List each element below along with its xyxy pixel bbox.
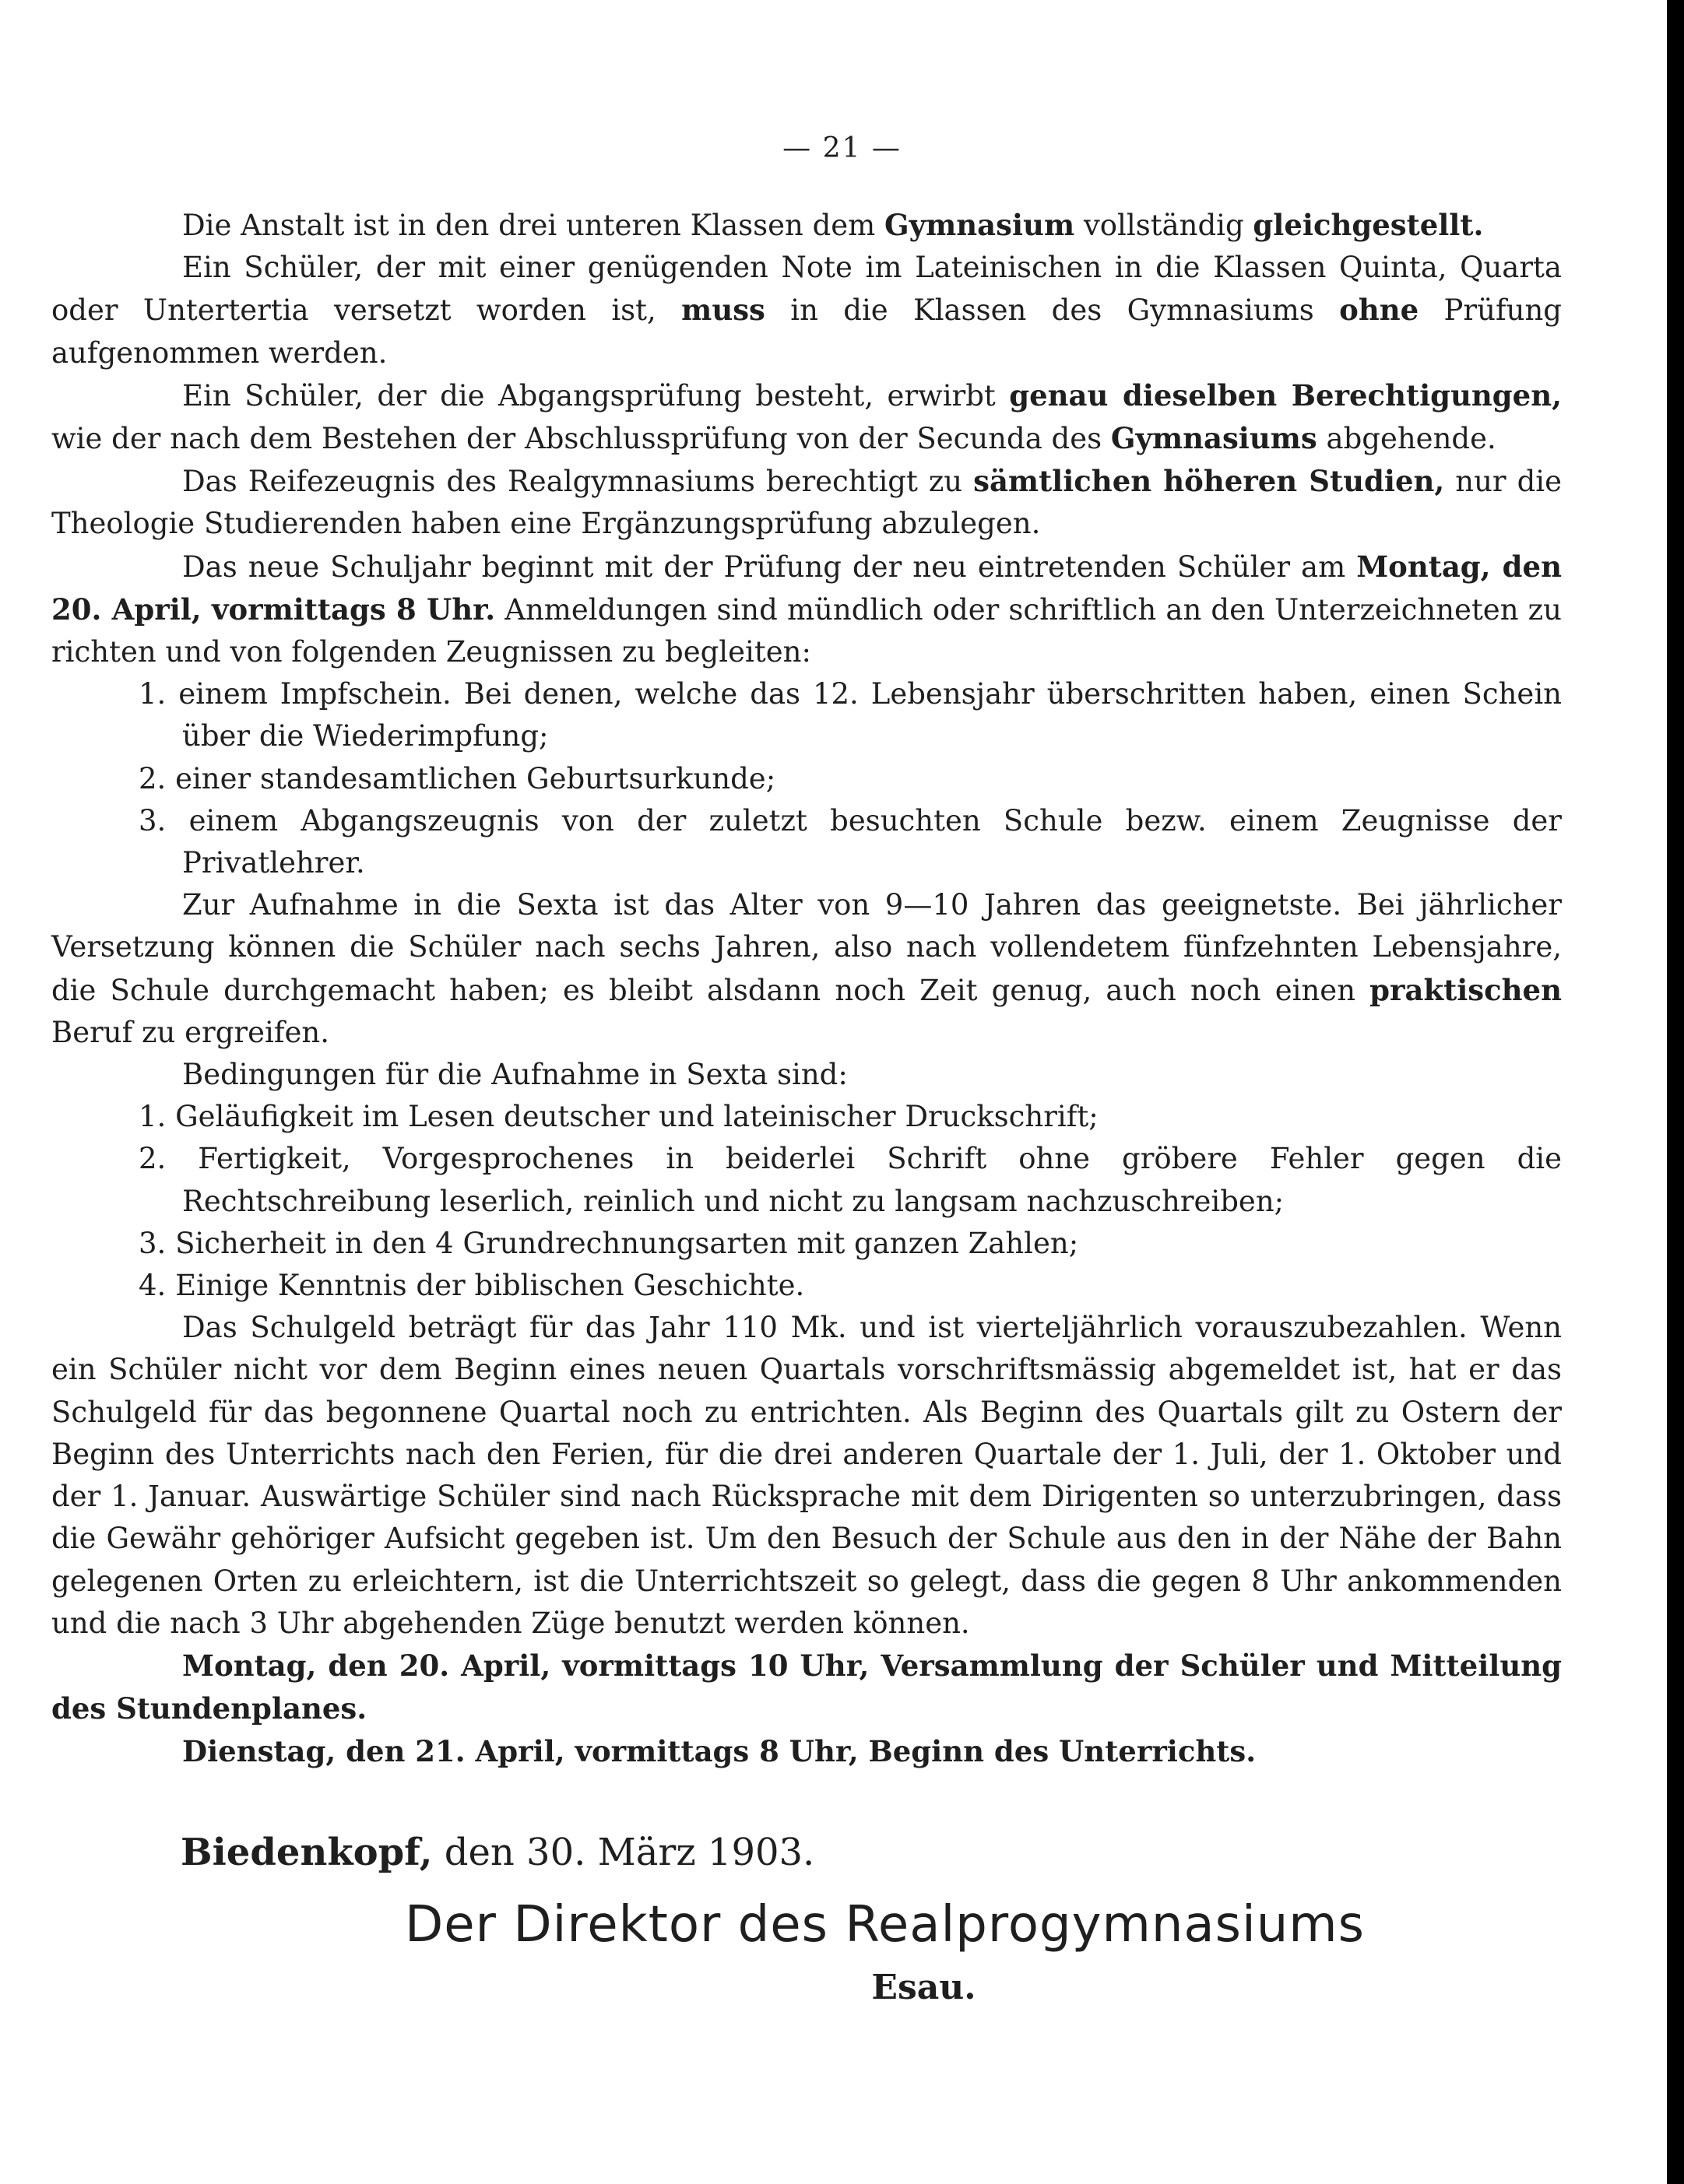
paragraph: Ein Schüler, der mit einer genügenden Note im Lateinischen in die Klassen Quinta, Quarta oder Untertertia versetzt worden ist, muss in die Klassen des Gymnasiums ohne Prüfung aufgenommen werden. xyxy=(51,251,1562,370)
list-item: 4. Einige Kenntnis der biblischen Geschichte. xyxy=(139,1269,805,1303)
paragraph: Dienstag, den 21. April, vormittags 8 Uhr, Beginn des Unterrichts. xyxy=(182,1734,1257,1769)
list-item: 3. einem Abgangszeugnis von der zuletzt besuchten Schule bezw. einem Zeugnisse der Privatlehrer. xyxy=(139,803,1562,880)
list-item: 1. Geläufigkeit im Lesen deutscher und lateinischer Druckschrift; xyxy=(139,1100,1099,1134)
list-item: 3. Sicherheit in den 4 Grundrechnungsarten mit ganzen Zahlen; xyxy=(139,1226,1079,1260)
list-item: 2. einer standesamtlichen Geburtsurkunde; xyxy=(139,761,776,795)
signature: Esau. xyxy=(871,1968,976,2007)
place-date-line xyxy=(181,1831,814,1874)
date: den 30. März 1903. xyxy=(432,1831,815,1874)
paragraph: Ein Schüler, der die Abgangsprüfung besteht, erwirbt genau dieselben Berechtigungen, wie der nach dem Bestehen der Abschlussprüfung von der Secunda des Gymnasiums abgehende. xyxy=(51,377,1562,456)
body-text xyxy=(51,204,1562,1774)
paragraph: Das Reifezeugnis des Realgymnasiums berechtigt zu sämtlichen höheren Studien, nur die Theologie Studierenden haben eine Ergänzungsprüfung abzulegen. xyxy=(51,464,1562,541)
paragraph: Die Anstalt ist in den drei unteren Klassen dem Gymnasium vollständig gleichgestellt. xyxy=(182,208,1484,242)
director-title: Der Direktor des Realprogymnasiums xyxy=(405,1896,1365,1954)
list-item: 2. Fertigkeit, Vorgesprochenes in beiderlei Schrift ohne gröbere Fehler gegen die Rechtschreibung leserlich, reinlich und nicht zu langsam nachzuschreiben; xyxy=(139,1142,1562,1218)
place-name: Biedenkopf, xyxy=(181,1831,433,1874)
page-number: — 21 — xyxy=(782,132,902,164)
paragraph: Montag, den 20. April, vormittags 10 Uhr, Versammlung der Schüler und Mitteilung des Stundenplanes. xyxy=(51,1648,1562,1726)
paragraph: Das neue Schuljahr beginnt mit der Prüfung der neu eintretenden Schüler am Montag, den 20. April, vormittags 8 Uhr. Anmeldungen sind mündlich oder schriftlich an den Unterzeichneten zu richten und von folgenden Zeugnissen zu begleiten: xyxy=(51,549,1562,669)
paragraph: Zur Aufnahme in die Sexta ist das Alter von 9—10 Jahren das geeignetste. Bei jährlicher Versetzung können die Schüler nach sechs Jahren, also nach vollendetem fünfzehnten Lebensjahre, die Schule durchgemacht haben; es bleibt alsdann noch Zeit genug, auch noch einen praktischen Beruf zu ergreifen. xyxy=(51,888,1562,1049)
paragraph: Bedingungen für die Aufnahme in Sexta sind: xyxy=(182,1058,848,1092)
paragraph: Das Schulgeld beträgt für das Jahr 110 Mk. und ist vierteljährlich vorauszubezahlen. Wenn ein Schüler nicht vor dem Beginn eines neuen Quartals vorschriftsmässig abgemeldet ist, hat er das Schulgeld für das begonnene Quartal noch zu entrichten. Als Beginn des Quartals gilt zu Ostern der Beginn des Unterrichts nach den Ferien, für die drei anderen Quartale der 1. Juli, der 1. Oktober und der 1. Januar. Auswärtige Schüler sind nach Rücksprache mit dem Dirigenten so unterzubringen, dass die Gewähr gehöriger Aufsicht gegeben ist. Um den Besuch der Schule aus den in der Nähe der Bahn gelegenen Orten zu erleichtern, ist die Unterrichtszeit so gelegt, dass die gegen 8 Uhr ankommenden und die nach 3 Uhr abgehenden Züge benutzt werden können. xyxy=(51,1311,1562,1640)
scan-border xyxy=(1667,0,1684,2184)
list-item: 1. einem Impfschein. Bei denen, welche das 12. Lebensjahr überschritten haben, einen Schein über die Wiederimpfung; xyxy=(139,677,1562,753)
